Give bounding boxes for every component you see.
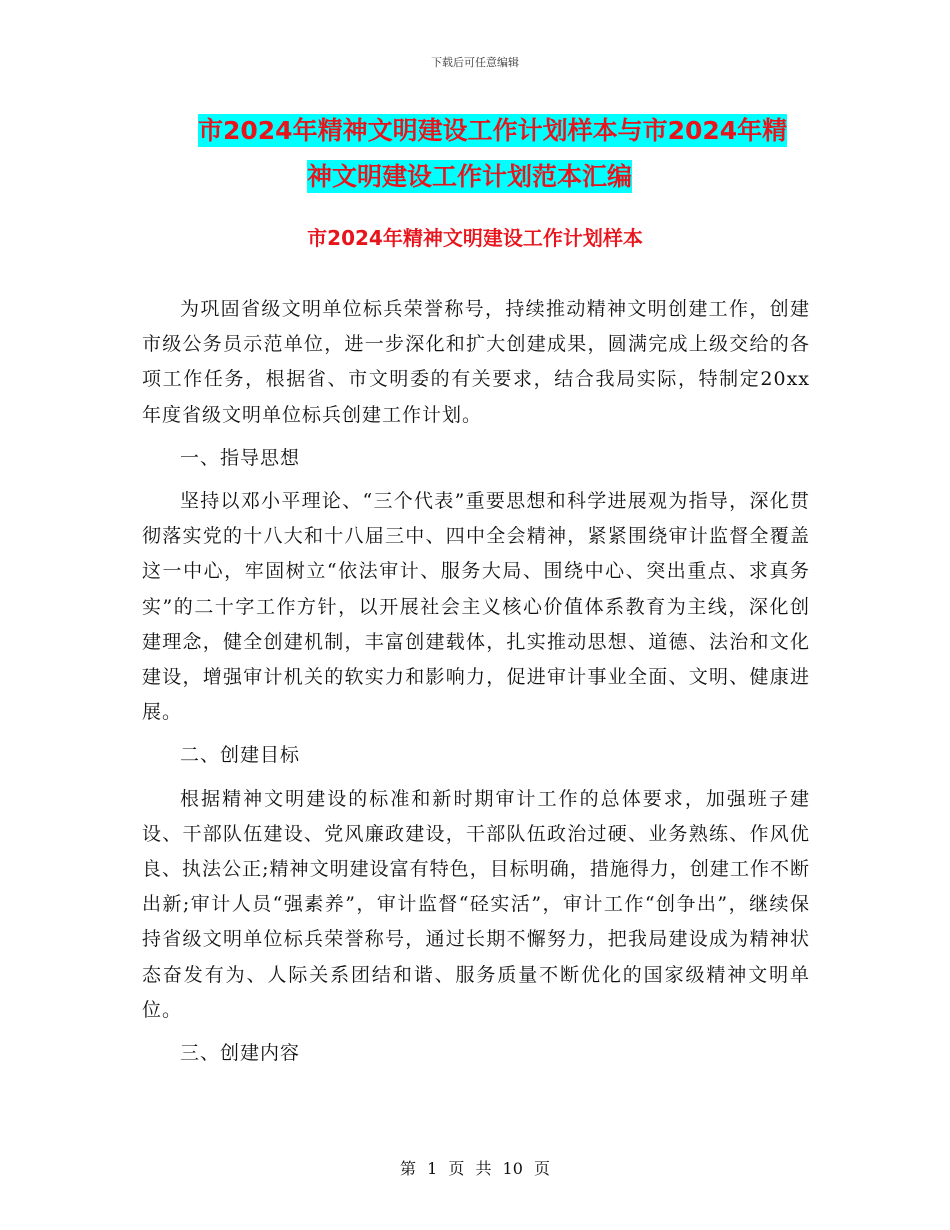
header-note: 下载后可任意编辑: [431, 56, 519, 69]
page-footer: 第 1 页 共 10 页: [400, 1159, 550, 1178]
heading-goals: 二、创建目标: [180, 744, 301, 767]
document-body: [142, 292, 810, 1071]
heading-guiding-ideology: 一、指导思想: [180, 446, 301, 469]
paragraph-goals: 根据精神文明建设的标准和新时期审计工作的总体要求，加强班子建设、干部队伍建设、党风廉政建设，干部队伍政治过硬、业务熟练、作风优良、执法公正;精神文明建设富有特色，目标明确，措施得力，创建工作不断出新;审计人员“强素养”，审计监督“硁实活”，审计工作“创争出”，继续保持省级文明单位标兵荣誉称号，通过长期不懈努力，把我局建设成为精神状态奋发有为、人际关系团结和谐、服务质量不断优化的国家级精神文明单位。: [142, 787, 810, 1021]
paragraph-guiding-ideology: 坚持以邓小平理论、“三个代表”重要思想和科学进展观为指导，深化贯彻落实党的十八大和十八届三中、四中全会精神，紧紧围绕审计监督全覆盖这一中心，牢固树立“依法审计、服务大局、围绕中心、突出重点、求真务实”的二十字工作方针，以开展社会主义核心价值体系教育为主线，深化创建理念，健全创建机制，丰富创建载体，扎实推动思想、道德、法治和文化建设，增强审计机关的软实力和影响力，促进审计事业全面、文明、健康进展。: [142, 490, 810, 724]
heading-content: 三、创建内容: [180, 1042, 301, 1065]
document-title: [190, 108, 810, 200]
document-title-line-1: 市2024年精神文明建设工作计划样本与市2024年精: [198, 116, 788, 145]
section-title: 市2024年精神文明建设工作计划样本: [307, 226, 643, 250]
document-title-line-2: 神文明建设工作计划范本汇编: [307, 162, 633, 191]
intro-paragraph: 为巩固省级文明单位标兵荣誉称号，持续推动精神文明创建工作，创建市级公务员示范单位，进一步深化和扩大创建成果，圆满完成上级交给的各项工作任务，根据省、市文明委的有关要求，结合我局实际，特制定20xx年度省级文明单位标兵创建工作计划。: [142, 298, 810, 426]
